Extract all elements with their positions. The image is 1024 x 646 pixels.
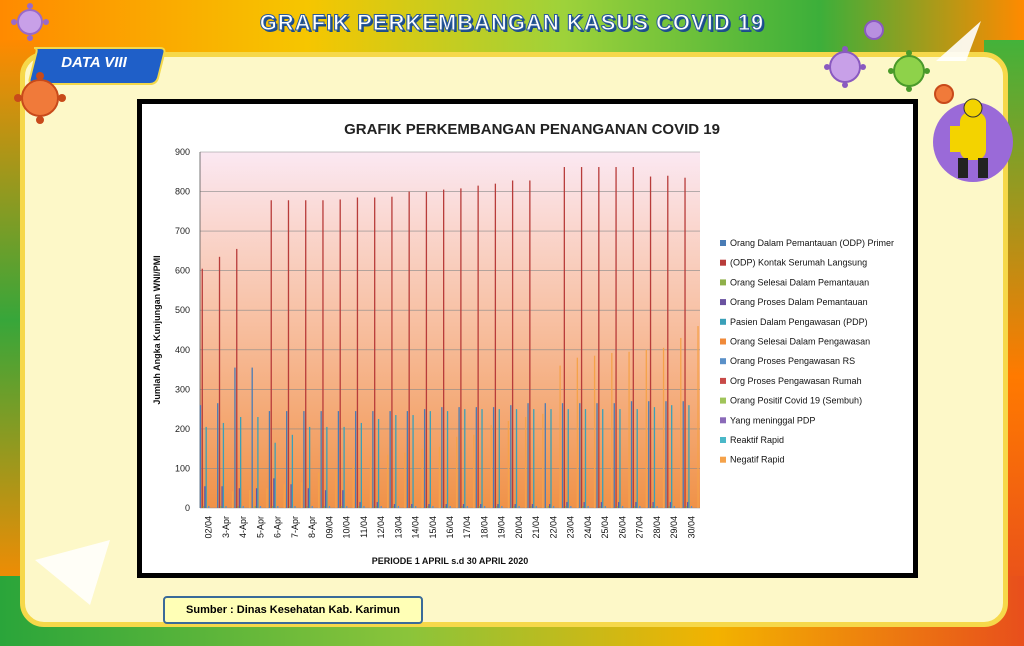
- bar: [269, 411, 270, 508]
- bar: [631, 401, 632, 508]
- data-label-text: DATA VIII: [61, 54, 127, 71]
- bar: [200, 405, 201, 508]
- bar: [342, 490, 343, 508]
- legend-label: Orang Proses Dalam Pemantauan: [730, 297, 868, 308]
- virus-icon: [822, 44, 868, 90]
- bar: [481, 409, 482, 508]
- x-tick-label: 8-Apr: [307, 516, 318, 539]
- chart-title: GRAFIK PERKEMBANGAN PENANGANAN COVID 19: [344, 121, 720, 138]
- bar: [294, 506, 295, 508]
- bar: [651, 506, 652, 508]
- bar: [232, 491, 233, 508]
- bar: [648, 401, 649, 508]
- bar: [444, 506, 445, 508]
- legend-label: Orang Selesai Dalam Pengawasan: [730, 336, 871, 347]
- bar: [208, 506, 209, 508]
- bar: [289, 506, 290, 508]
- x-tick-label: 22/04: [548, 516, 559, 539]
- x-tick-label: 27/04: [634, 516, 645, 539]
- virus-icon: [860, 16, 888, 44]
- bar: [495, 184, 496, 508]
- legend-label: Orang Proses Pengawasan RS: [730, 356, 856, 367]
- bar: [518, 506, 519, 508]
- legend-label: Reaktif Rapid: [730, 435, 785, 445]
- bar: [325, 490, 326, 508]
- legend-swatch: [720, 417, 726, 423]
- bar: [598, 167, 599, 508]
- legend-label: Orang Selesai Dalam Pemantauan: [730, 277, 870, 288]
- bar: [318, 472, 319, 508]
- bar: [266, 488, 267, 508]
- virus-icon: [12, 70, 68, 126]
- bar: [322, 200, 323, 508]
- bar: [480, 504, 481, 508]
- bar: [639, 506, 640, 508]
- x-tick-label: 26/04: [617, 516, 628, 539]
- bar: [596, 403, 597, 508]
- bar: [525, 417, 526, 508]
- bar: [363, 506, 364, 508]
- x-tick-label: 10/04: [341, 516, 352, 539]
- bar: [240, 417, 241, 508]
- bar: [447, 411, 448, 508]
- bar: [441, 407, 442, 508]
- bar: [389, 411, 390, 508]
- bar: [432, 506, 433, 508]
- bar: [424, 409, 425, 508]
- bar: [398, 506, 399, 508]
- x-tick-label: 4-Apr: [238, 516, 249, 539]
- legend-swatch: [720, 260, 726, 266]
- bar: [355, 411, 356, 508]
- bar: [277, 506, 278, 508]
- bar: [496, 506, 497, 508]
- bar: [427, 506, 428, 508]
- bar: [618, 502, 619, 508]
- bar: [536, 506, 537, 508]
- y-tick-label: 0: [184, 503, 190, 513]
- bar: [515, 504, 516, 508]
- bar: [381, 506, 382, 508]
- x-tick-label: 02/04: [203, 516, 214, 539]
- page-title: GRAFIK PERKEMBANGAN KASUS COVID 19: [259, 10, 765, 35]
- legend-label: Yang meninggal PDP: [730, 415, 816, 426]
- bar: [617, 506, 618, 508]
- bar: [652, 502, 653, 508]
- legend-label: Org Proses Pengawasan Rumah: [730, 375, 862, 386]
- bar: [570, 506, 571, 508]
- bar: [674, 506, 675, 508]
- bar: [290, 484, 291, 508]
- bar: [206, 427, 207, 508]
- bar: [357, 197, 358, 508]
- bar: [581, 167, 582, 508]
- bar: [601, 502, 602, 508]
- x-tick-label: 13/04: [393, 516, 404, 539]
- bar: [585, 409, 586, 508]
- bar: [665, 401, 666, 508]
- bar: [243, 506, 244, 508]
- bar: [542, 414, 543, 508]
- bar: [309, 427, 310, 508]
- y-tick-label: 200: [174, 423, 190, 434]
- bar: [292, 435, 293, 508]
- legend-swatch: [720, 299, 726, 305]
- bar: [501, 506, 502, 508]
- bar: [308, 488, 309, 508]
- bar: [549, 504, 550, 508]
- bar: [387, 455, 388, 508]
- bar: [510, 405, 511, 508]
- bar: [221, 486, 222, 508]
- bar: [479, 506, 480, 508]
- virus-icon: [10, 2, 50, 42]
- bar: [249, 490, 250, 508]
- bar: [256, 488, 257, 508]
- bar: [565, 506, 566, 508]
- x-tick-label: 20/04: [513, 516, 524, 539]
- source-caption: Sumber : Dinas Kesehatan Kab. Karimun: [163, 596, 423, 624]
- bar: [343, 427, 344, 508]
- bar: [531, 506, 532, 508]
- hazmat-worker-icon: [928, 92, 1018, 184]
- legend-swatch: [720, 437, 726, 443]
- bar: [225, 506, 226, 508]
- bar: [377, 502, 378, 508]
- bar: [559, 366, 560, 508]
- bar: [324, 506, 325, 508]
- bar: [464, 409, 465, 508]
- x-tick-label: 6-Apr: [272, 516, 283, 539]
- x-tick-label: 24/04: [582, 516, 593, 539]
- bar: [346, 506, 347, 508]
- bar: [566, 502, 567, 508]
- legend-swatch: [720, 319, 726, 325]
- bar: [683, 401, 684, 508]
- legend-label: Pasien Dalam Pengawasan (PDP): [730, 316, 868, 327]
- y-tick-label: 700: [174, 226, 190, 237]
- chart-panel: [142, 104, 913, 573]
- bar: [533, 409, 534, 508]
- bar: [273, 478, 274, 508]
- bar: [271, 200, 272, 508]
- bar: [286, 411, 287, 508]
- bar: [513, 506, 514, 508]
- bar: [321, 411, 322, 508]
- legend-swatch: [720, 339, 726, 345]
- bar: [450, 506, 451, 508]
- bar: [587, 506, 588, 508]
- x-tick-label: 7-Apr: [289, 516, 300, 539]
- bar: [439, 447, 440, 508]
- legend-swatch: [720, 358, 726, 364]
- bar: [564, 167, 565, 508]
- bar: [477, 186, 478, 508]
- bar: [634, 506, 635, 508]
- bar: [654, 407, 655, 508]
- bar: [223, 423, 224, 508]
- bar: [545, 403, 546, 508]
- bar: [508, 421, 509, 508]
- bar: [338, 411, 339, 508]
- bar: [512, 180, 513, 508]
- y-tick-label: 100: [174, 463, 190, 474]
- bar: [637, 409, 638, 508]
- bar: [375, 506, 376, 508]
- x-axis-label: PERIODE 1 APRIL s.d 30 APRIL 2020: [371, 556, 529, 566]
- bar: [353, 464, 354, 508]
- bar: [393, 506, 394, 508]
- bar: [428, 504, 429, 508]
- bar: [329, 506, 330, 508]
- bar: [686, 506, 687, 508]
- bar: [335, 470, 336, 508]
- bar: [312, 506, 313, 508]
- bar: [415, 506, 416, 508]
- bar: [615, 167, 616, 508]
- legend-label: (ODP) Kontak Serumah Langsung: [730, 257, 868, 268]
- legend-swatch: [720, 240, 726, 246]
- bar: [404, 453, 405, 508]
- bar: [579, 403, 580, 508]
- bar: [614, 403, 615, 508]
- bar: [493, 407, 494, 508]
- bar: [670, 502, 671, 508]
- bar: [234, 368, 235, 508]
- bar: [446, 504, 447, 508]
- bar: [361, 423, 362, 508]
- bar: [622, 506, 623, 508]
- bar: [374, 197, 375, 508]
- bar: [359, 502, 360, 508]
- bar: [306, 506, 307, 508]
- bar: [422, 449, 423, 508]
- bar: [326, 427, 327, 508]
- x-tick-label: 30/04: [686, 516, 697, 539]
- y-tick-label: 300: [174, 384, 190, 395]
- legend-swatch: [720, 279, 726, 285]
- x-tick-label: 3-Apr: [220, 516, 231, 539]
- bar: [391, 197, 392, 508]
- bar: [668, 506, 669, 508]
- bar: [288, 200, 289, 508]
- bar: [236, 249, 237, 508]
- bar: [562, 403, 563, 508]
- bar: [272, 506, 273, 508]
- bar: [462, 506, 463, 508]
- y-tick-label: 400: [174, 344, 190, 355]
- x-tick-label: 5-Apr: [255, 516, 266, 539]
- bar: [680, 338, 681, 508]
- legend-swatch: [720, 398, 726, 404]
- chart: [142, 104, 913, 573]
- bar: [202, 269, 203, 508]
- bar: [687, 502, 688, 508]
- x-tick-label: 25/04: [600, 516, 611, 539]
- legend-swatch: [720, 457, 726, 463]
- bar: [394, 504, 395, 508]
- bar: [619, 409, 620, 508]
- bar: [341, 506, 342, 508]
- x-tick-label: 17/04: [462, 516, 473, 539]
- bar: [443, 190, 444, 508]
- bar: [611, 353, 612, 508]
- bar: [697, 326, 698, 508]
- bar: [490, 425, 491, 508]
- bar: [430, 411, 431, 508]
- y-tick-label: 900: [174, 147, 190, 157]
- bar: [548, 506, 549, 508]
- x-tick-label: 29/04: [669, 516, 680, 539]
- bar: [458, 407, 459, 508]
- bar: [473, 435, 474, 508]
- triangle-decoration-icon: [926, 16, 986, 66]
- legend-label: Negatif Rapid: [730, 454, 785, 465]
- bar: [656, 506, 657, 508]
- x-tick-label: 21/04: [531, 516, 542, 539]
- bar: [691, 506, 692, 508]
- y-axis-label: Jumlah Angka Kunjungan WNI/PMI: [152, 255, 162, 405]
- bar: [257, 417, 258, 508]
- triangle-decoration-icon: [30, 520, 120, 610]
- x-tick-label: 14/04: [410, 516, 421, 539]
- bar: [633, 167, 634, 508]
- x-tick-label: 19/04: [496, 516, 507, 539]
- x-tick-label: 16/04: [445, 516, 455, 539]
- bar: [688, 405, 689, 508]
- bar: [203, 506, 204, 508]
- bar: [239, 488, 240, 508]
- bar: [260, 506, 261, 508]
- bar: [582, 506, 583, 508]
- bar: [553, 506, 554, 508]
- bar: [340, 199, 341, 508]
- bar: [410, 506, 411, 508]
- x-tick-label: 18/04: [479, 516, 490, 539]
- chart-container: [137, 99, 918, 578]
- bar: [527, 403, 528, 508]
- bar: [577, 358, 578, 508]
- bar: [301, 482, 302, 508]
- bar: [237, 506, 238, 508]
- bar: [476, 407, 477, 508]
- bar: [219, 257, 220, 508]
- bar: [497, 504, 498, 508]
- bar: [220, 506, 221, 508]
- bar: [646, 350, 647, 508]
- bar: [255, 506, 256, 508]
- bar: [409, 192, 410, 508]
- bar: [467, 506, 468, 508]
- bar: [305, 200, 306, 508]
- y-tick-label: 600: [174, 265, 190, 276]
- bar: [484, 506, 485, 508]
- bar: [568, 409, 569, 508]
- bar: [650, 177, 651, 508]
- bar: [274, 443, 275, 508]
- bar: [499, 409, 500, 508]
- bar: [584, 502, 585, 508]
- bar: [667, 176, 668, 508]
- bar: [370, 457, 371, 508]
- bar: [204, 486, 205, 508]
- bar: [358, 506, 359, 508]
- bar: [284, 484, 285, 508]
- x-tick-label: 11/04: [358, 516, 369, 538]
- bar: [550, 409, 551, 508]
- bar: [605, 506, 606, 508]
- bar: [635, 502, 636, 508]
- y-tick-label: 500: [174, 305, 190, 316]
- x-tick-label: 15/04: [427, 516, 438, 539]
- bar: [516, 409, 517, 508]
- bar: [532, 504, 533, 508]
- bar: [217, 403, 218, 508]
- y-tick-label: 800: [174, 186, 190, 197]
- bar: [372, 411, 373, 508]
- bar: [378, 419, 379, 508]
- bar: [407, 411, 408, 508]
- bar: [303, 411, 304, 508]
- bar: [671, 405, 672, 508]
- bar: [599, 506, 600, 508]
- bar: [411, 504, 412, 508]
- x-tick-label: 12/04: [376, 516, 387, 539]
- legend-swatch: [720, 378, 726, 384]
- legend-label: Orang Dalam Pemantauan (ODP) Primer: [730, 238, 895, 248]
- bar: [395, 415, 396, 508]
- bar: [684, 178, 685, 508]
- bar: [602, 409, 603, 508]
- bar: [529, 180, 530, 508]
- legend-label: Orang Positif Covid 19 (Sembuh): [730, 395, 863, 406]
- bar: [594, 356, 595, 508]
- bar: [663, 348, 664, 508]
- x-tick-label: 28/04: [651, 516, 662, 539]
- bar: [463, 504, 464, 508]
- bar: [426, 192, 427, 508]
- bar: [252, 368, 253, 508]
- x-tick-label: 09/04: [324, 516, 335, 539]
- bar: [456, 437, 457, 508]
- x-tick-label: 23/04: [565, 516, 576, 539]
- bar: [412, 415, 413, 508]
- bar: [460, 188, 461, 508]
- bar: [628, 352, 629, 508]
